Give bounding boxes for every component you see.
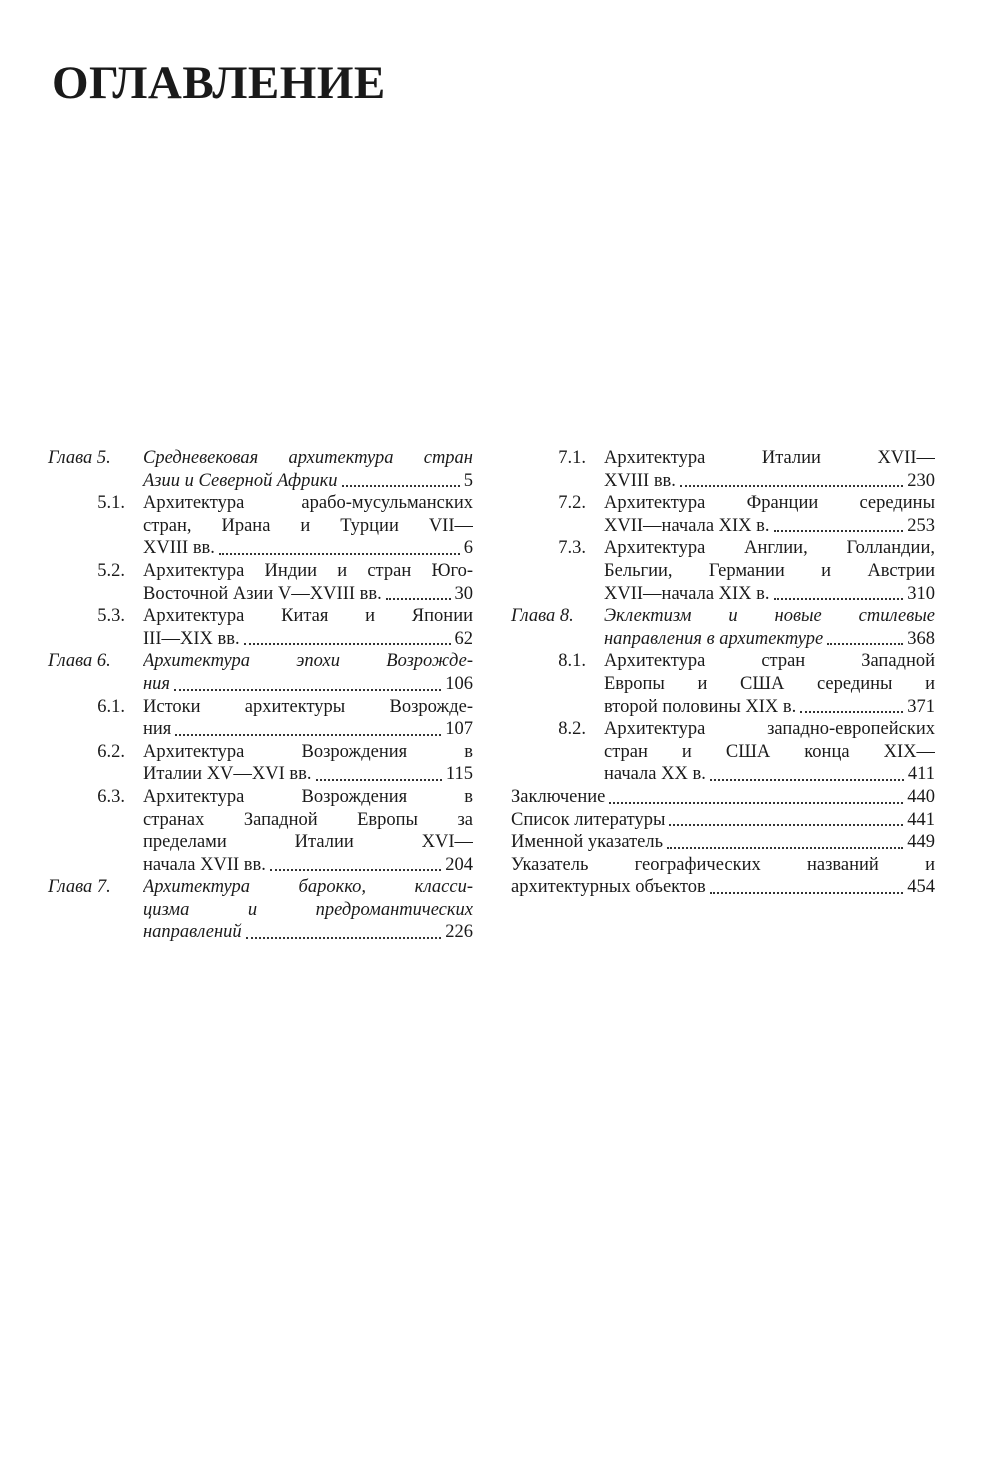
toc-entry-line: Италии XV—XVI вв. xyxy=(143,764,312,785)
dot-leader xyxy=(669,824,903,826)
toc-entry-line: Заключение xyxy=(511,786,606,807)
toc-entry-number: 6.3. xyxy=(97,786,125,807)
toc-entry-text xyxy=(143,786,473,876)
toc-entry-line: направлений xyxy=(143,922,242,943)
toc-entry-number: 5.3. xyxy=(97,606,125,627)
toc-page-number: 449 xyxy=(907,832,935,853)
toc-section-entry[interactable] xyxy=(511,447,935,492)
toc-entry-line: начала XX в. xyxy=(604,764,706,785)
dot-leader xyxy=(246,937,442,939)
toc-entry-number: Глава 7. xyxy=(48,877,111,898)
toc-entry-line: Архитектура стран Западной xyxy=(604,651,935,672)
toc-entry-number: Глава 6. xyxy=(48,651,111,672)
toc-section-entry[interactable] xyxy=(48,786,473,876)
page-title: ОГЛАВЛЕНИЕ xyxy=(52,57,386,109)
toc-page-number: 368 xyxy=(907,628,935,649)
toc-entry-text xyxy=(143,492,473,560)
toc-entry-number: 6.1. xyxy=(97,696,125,717)
toc-entry-line: III—XIX вв. xyxy=(143,628,240,649)
toc-entry-line: Архитектура Англии, Голландии, xyxy=(604,538,935,559)
toc-page-number: 6 xyxy=(463,538,473,559)
toc-entry-line: направления в архитектуре xyxy=(604,628,824,649)
toc-entry-line: Архитектура Индии и стран Юго- xyxy=(143,560,473,581)
toc-entry-number: 6.2. xyxy=(97,741,125,762)
toc-entry-number: Глава 8. xyxy=(511,606,574,627)
toc-page-number: 107 xyxy=(445,719,473,740)
toc-entry-text xyxy=(143,560,473,605)
toc-section-entry[interactable] xyxy=(48,741,473,786)
toc-page-number: 371 xyxy=(907,696,935,717)
toc-entry-line: Восточной Азии V—XVIII вв. xyxy=(143,583,382,604)
toc-left-column xyxy=(48,447,473,944)
toc-entry-line: Истоки архитектуры Возрожде- xyxy=(143,696,473,717)
dot-leader xyxy=(710,892,904,894)
toc-page-number: 5 xyxy=(463,470,473,491)
toc-entry-line: Список литературы xyxy=(511,809,666,830)
toc-section-entry[interactable] xyxy=(48,605,473,650)
toc-entry-text xyxy=(604,650,935,718)
toc-entry-text xyxy=(143,741,473,786)
toc-section-entry[interactable] xyxy=(511,718,935,786)
dot-leader xyxy=(667,847,903,849)
toc-entry-line: цизма и предромантических xyxy=(143,899,473,920)
dot-leader xyxy=(316,779,442,781)
toc-entry-text xyxy=(604,447,935,492)
dot-leader xyxy=(710,779,904,781)
toc-page-number: 30 xyxy=(454,583,473,604)
dot-leader xyxy=(386,598,451,600)
toc-page-number: 62 xyxy=(454,628,473,649)
toc-entry-line: архитектурных объектов xyxy=(511,877,706,898)
toc-entry-text xyxy=(604,605,935,650)
toc-entry-line: ния xyxy=(143,673,171,694)
toc-page-number: 411 xyxy=(907,764,935,785)
toc-entry-line: Бельгии, Германии и Австрии xyxy=(604,560,935,581)
toc-page-number: 454 xyxy=(907,877,935,898)
toc-chapter-entry[interactable] xyxy=(511,605,935,650)
toc-page-number: 226 xyxy=(445,922,473,943)
toc-page-number: 310 xyxy=(907,583,935,604)
toc-entry-line: Архитектура Возрождения в xyxy=(143,741,473,762)
toc-section-entry[interactable] xyxy=(511,537,935,605)
toc-section-entry[interactable] xyxy=(511,492,935,537)
toc-right-column xyxy=(511,447,935,899)
toc-entry-line: пределами Италии XVI— xyxy=(143,832,473,853)
dot-leader xyxy=(680,485,903,487)
dot-leader xyxy=(342,485,460,487)
toc-entry-line: XVII—начала XIX в. xyxy=(604,515,770,536)
toc-section-entry[interactable] xyxy=(511,786,935,809)
toc-page-number: 230 xyxy=(907,470,935,491)
toc-page-number: 440 xyxy=(907,786,935,807)
toc-entry-number: 5.1. xyxy=(97,493,125,514)
toc-entry-number: 7.2. xyxy=(558,493,586,514)
toc-entry-number: 8.2. xyxy=(558,719,586,740)
toc-entry-text xyxy=(511,831,935,854)
toc-entry-line: странах Западной Европы за xyxy=(143,809,473,830)
toc-page-number: 204 xyxy=(445,854,473,875)
toc-entry-text xyxy=(511,854,935,899)
dot-leader xyxy=(175,734,441,736)
toc-section-entry[interactable] xyxy=(511,854,935,899)
toc-entry-line: Архитектура эпохи Возрожде- xyxy=(143,651,473,672)
toc-entry-line: Архитектура арабо-мусульманских xyxy=(143,493,473,514)
dot-leader xyxy=(774,530,904,532)
toc-entry-line: Архитектура Франции середины xyxy=(604,493,935,514)
toc-entry-text xyxy=(143,605,473,650)
dot-leader xyxy=(609,802,903,804)
toc-section-entry[interactable] xyxy=(511,650,935,718)
toc-entry-text xyxy=(511,809,935,832)
toc-entry-number: 5.2. xyxy=(97,560,125,581)
toc-entry-text xyxy=(143,876,473,944)
toc-section-entry[interactable] xyxy=(511,809,935,832)
toc-entry-line: XVII—начала XIX в. xyxy=(604,583,770,604)
toc-entry-line: начала XVII вв. xyxy=(143,854,266,875)
toc-chapter-entry[interactable] xyxy=(48,447,473,492)
toc-entry-number: 8.1. xyxy=(558,651,586,672)
toc-page-number: 106 xyxy=(445,673,473,694)
toc-entry-line: стран и США конца XIX— xyxy=(604,741,935,762)
dot-leader xyxy=(800,711,903,713)
toc-entry-line: стран, Ирана и Турции VII— xyxy=(143,515,473,536)
toc-entry-line: ния xyxy=(143,719,172,740)
toc-entry-line: Именной указатель xyxy=(511,832,664,853)
toc-entry-text xyxy=(604,537,935,605)
toc-page-number: 115 xyxy=(445,764,473,785)
toc-entry-text xyxy=(604,718,935,786)
toc-entry-text xyxy=(143,447,473,492)
toc-entry-line: Архитектура Китая и Японии xyxy=(143,606,473,627)
toc-page-number: 441 xyxy=(907,809,935,830)
dot-leader xyxy=(244,643,451,645)
toc-entry-line: XVIII вв. xyxy=(604,470,676,491)
toc-entry-line: Архитектура Возрождения в xyxy=(143,786,473,807)
toc-entry-line: второй половины XIX в. xyxy=(604,696,797,717)
toc-chapter-entry[interactable] xyxy=(48,650,473,695)
toc-section-entry[interactable] xyxy=(48,696,473,741)
toc-section-entry[interactable] xyxy=(511,831,935,854)
toc-entry-number: 7.3. xyxy=(558,538,586,559)
toc-entry-text xyxy=(143,696,473,741)
toc-entry-number: 7.1. xyxy=(558,448,586,468)
toc-page-number: 253 xyxy=(907,515,935,536)
dot-leader xyxy=(219,553,460,555)
toc-entry-line: XVIII вв. xyxy=(143,538,215,559)
toc-entry-line: Архитектура Италии XVII— xyxy=(604,448,935,468)
toc-chapter-entry[interactable] xyxy=(48,876,473,944)
toc-entry-line: Архитектура западно-европейских xyxy=(604,719,935,740)
toc-entry-line: Европы и США середины и xyxy=(604,673,935,694)
dot-leader xyxy=(174,689,441,691)
toc-entry-line: Азии и Северной Африки xyxy=(143,470,338,491)
toc-entry-text xyxy=(604,492,935,537)
toc-entry-number: Глава 5. xyxy=(48,448,111,468)
toc-entry-line: Указатель географических названий и xyxy=(511,854,935,875)
toc-section-entry[interactable] xyxy=(48,492,473,560)
toc-entry-line: Эклектизм и новые стилевые xyxy=(604,606,935,627)
toc-entry-line: Архитектура барокко, класси- xyxy=(143,877,473,898)
toc-entry-text xyxy=(511,786,935,809)
dot-leader xyxy=(774,598,904,600)
dot-leader xyxy=(827,643,903,645)
toc-entry-line: Средневековая архитектура стран xyxy=(143,448,473,468)
dot-leader xyxy=(270,869,441,871)
toc-section-entry[interactable] xyxy=(48,560,473,605)
toc-entry-text xyxy=(143,650,473,695)
